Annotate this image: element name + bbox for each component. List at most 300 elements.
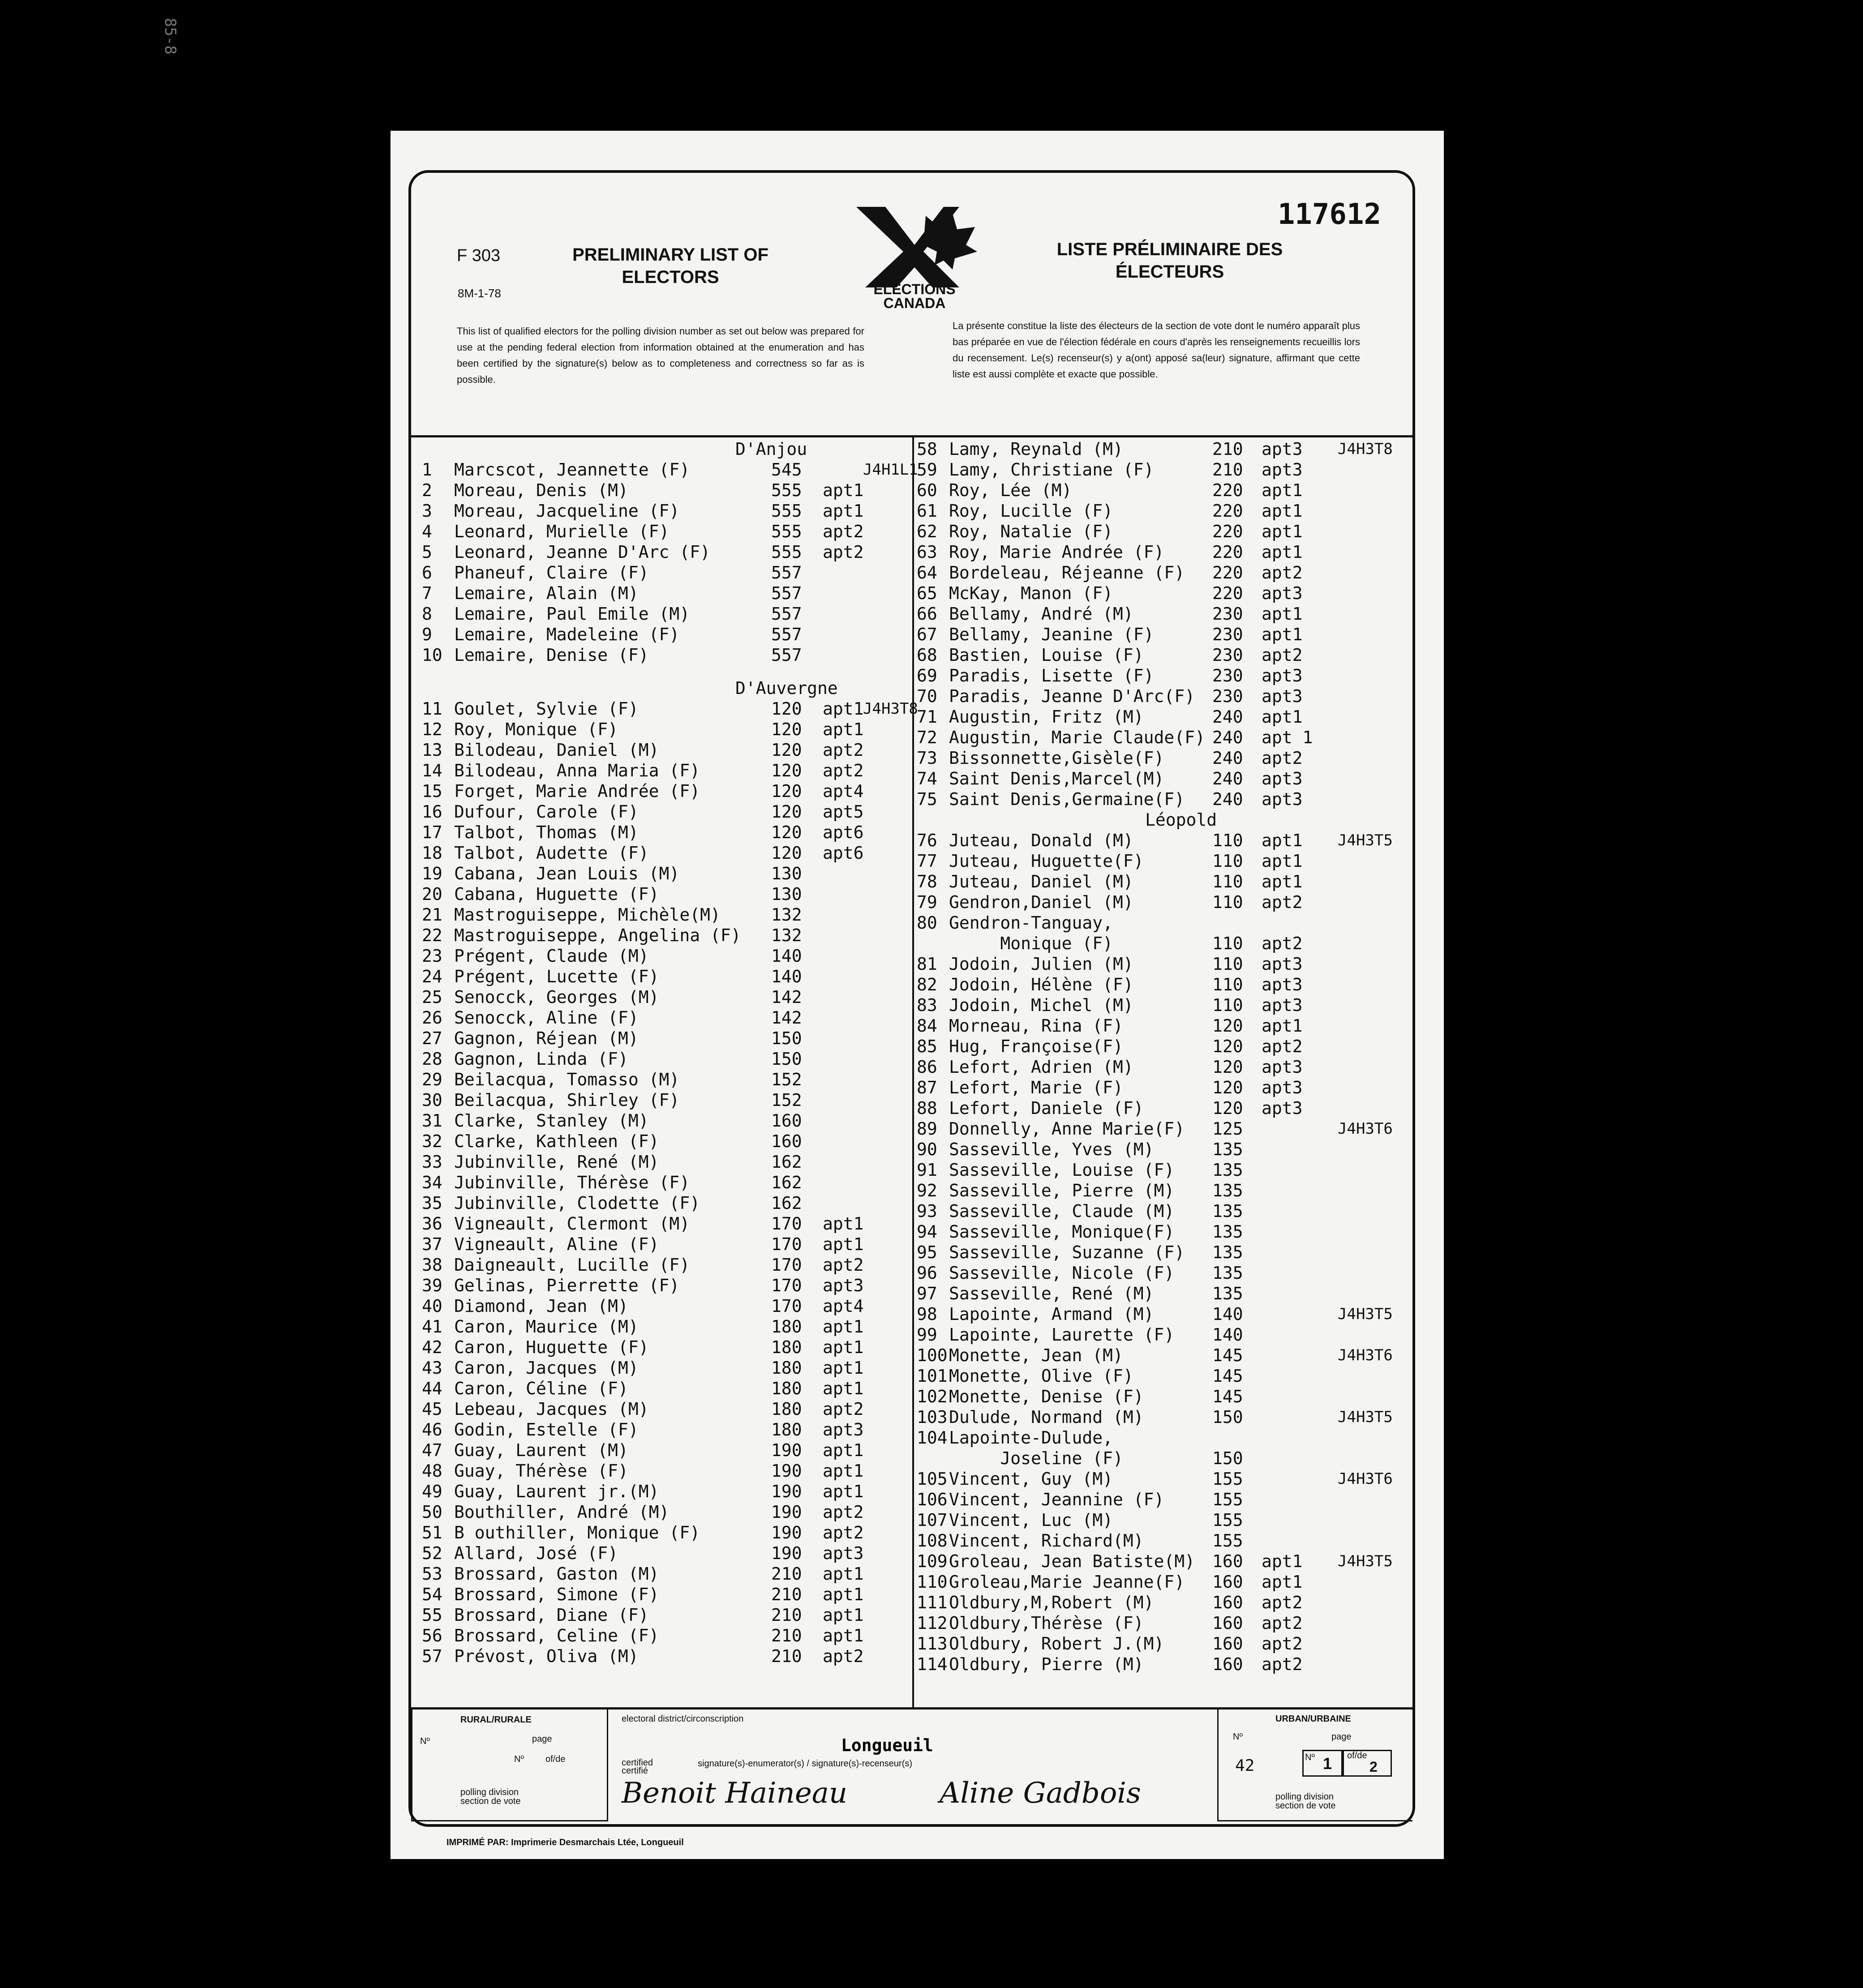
apartment: apt1 bbox=[823, 1317, 864, 1337]
elector-number: 45 bbox=[422, 1399, 442, 1419]
elector-row bbox=[917, 1654, 1409, 1675]
elector-row bbox=[917, 1263, 1409, 1283]
elector-number: 103 bbox=[917, 1407, 948, 1427]
elector-number: 70 bbox=[917, 686, 937, 706]
elector-name: Bellamy, André (M) bbox=[949, 604, 1133, 624]
elector-name: Marcscot, Jeannette (F) bbox=[454, 460, 690, 480]
elector-name: McKay, Manon (F) bbox=[949, 583, 1113, 603]
elector-row bbox=[917, 913, 1409, 933]
house-number: 135 bbox=[1212, 1160, 1243, 1180]
elector-number: 44 bbox=[422, 1379, 442, 1398]
title-english: PRELIMINARY LIST OF ELECTORS bbox=[572, 245, 768, 287]
apartment: apt1 bbox=[823, 480, 864, 500]
elector-name: Donnelly, Anne Marie(F) bbox=[949, 1119, 1185, 1139]
elector-row bbox=[422, 604, 910, 624]
logo-text-canada: CANADA bbox=[883, 295, 946, 310]
elector-row bbox=[422, 863, 910, 884]
house-number: 110 bbox=[1212, 934, 1243, 953]
house-number: 132 bbox=[771, 925, 802, 945]
house-number: 110 bbox=[1212, 892, 1243, 912]
elector-row bbox=[422, 1337, 910, 1358]
house-number: 210 bbox=[771, 1585, 802, 1604]
elector-number: 77 bbox=[917, 851, 937, 871]
urban-label: URBAN/URBAINE bbox=[1275, 1714, 1351, 1724]
elector-name: Morneau, Rina (F) bbox=[949, 1016, 1123, 1036]
elector-number: 39 bbox=[422, 1276, 442, 1295]
elector-row bbox=[422, 1481, 910, 1502]
elector-row bbox=[422, 1028, 910, 1049]
house-number: 210 bbox=[771, 1646, 802, 1666]
elector-row bbox=[422, 1255, 910, 1275]
house-number: 230 bbox=[1212, 645, 1243, 665]
serial-number: 117612 bbox=[1277, 198, 1381, 231]
elector-number: 40 bbox=[422, 1296, 442, 1316]
house-number: 160 bbox=[771, 1111, 802, 1131]
elector-name: Roy, Lée (M) bbox=[949, 480, 1072, 500]
house-number: 220 bbox=[1212, 583, 1243, 603]
elector-number: 54 bbox=[422, 1585, 442, 1604]
house-number: 555 bbox=[771, 480, 802, 500]
house-number: 155 bbox=[1212, 1531, 1243, 1551]
district-label: electoral district/circonscription bbox=[622, 1714, 744, 1724]
house-number: 190 bbox=[771, 1523, 802, 1542]
apartment: apt2 bbox=[823, 1502, 864, 1522]
house-number: 120 bbox=[771, 761, 802, 780]
elector-number: 105 bbox=[917, 1469, 948, 1489]
elector-number: 98 bbox=[917, 1304, 937, 1324]
house-number: 150 bbox=[771, 1028, 802, 1048]
elector-row bbox=[422, 1007, 910, 1028]
elector-row bbox=[917, 665, 1409, 686]
elector-number: 55 bbox=[422, 1605, 442, 1625]
electors-column-right bbox=[917, 439, 1409, 1675]
house-number: 220 bbox=[1212, 542, 1243, 562]
elector-number: 12 bbox=[422, 720, 442, 739]
electors-group bbox=[422, 698, 918, 1667]
house-number: 180 bbox=[771, 1337, 802, 1357]
elector-number: 37 bbox=[422, 1234, 442, 1254]
house-number: 145 bbox=[1212, 1387, 1243, 1406]
apartment: apt6 bbox=[823, 823, 864, 842]
elector-row bbox=[917, 748, 1409, 768]
elector-name: Brossard, Celine (F) bbox=[454, 1626, 659, 1645]
house-number: 110 bbox=[1212, 954, 1243, 974]
apartment: apt1 bbox=[823, 1379, 864, 1398]
house-number: 557 bbox=[771, 604, 802, 624]
elector-name: Guay, Laurent jr.(M) bbox=[454, 1482, 659, 1501]
house-number: 140 bbox=[1212, 1304, 1243, 1324]
elector-name: Caron, Maurice (M) bbox=[454, 1317, 639, 1337]
elector-row bbox=[917, 562, 1409, 583]
house-number: 135 bbox=[1212, 1222, 1243, 1242]
elector-name: Lapointe, Armand (M) bbox=[949, 1304, 1154, 1324]
elector-row bbox=[422, 946, 910, 966]
apartment: apt1 bbox=[823, 1461, 864, 1481]
house-number: 162 bbox=[771, 1193, 802, 1213]
elector-number: 87 bbox=[917, 1078, 937, 1097]
elector-number: 99 bbox=[917, 1325, 937, 1345]
elector-name: Lefort, Marie (F) bbox=[949, 1078, 1123, 1097]
elector-number: 110 bbox=[917, 1572, 948, 1592]
elector-number: 16 bbox=[422, 802, 442, 822]
elector-number: 25 bbox=[422, 987, 442, 1007]
electors-group bbox=[422, 459, 918, 665]
elector-name: Jodoin, Michel (M) bbox=[949, 995, 1133, 1015]
elector-row bbox=[917, 830, 1409, 851]
elector-number: 57 bbox=[422, 1646, 442, 1666]
certified-label: certified certifié bbox=[622, 1758, 653, 1776]
elector-row bbox=[917, 1592, 1409, 1613]
house-number: 120 bbox=[771, 802, 802, 822]
apartment: apt1 bbox=[823, 1585, 864, 1604]
elector-name: Leonard, Jeanne D'Arc (F) bbox=[454, 542, 710, 562]
house-number: 555 bbox=[771, 542, 802, 562]
elector-name: Bissonnette,Gisèle(F) bbox=[949, 748, 1164, 768]
apartment: apt2 bbox=[1262, 1634, 1303, 1654]
house-number: 220 bbox=[1212, 563, 1243, 583]
street-heading: D'Auvergne bbox=[735, 678, 838, 698]
elector-row bbox=[917, 995, 1409, 1015]
house-number: 190 bbox=[771, 1543, 802, 1563]
apartment: apt2 bbox=[1262, 892, 1303, 912]
elector-name: Lamy, Reynald (M) bbox=[949, 439, 1123, 459]
elector-row bbox=[917, 1572, 1409, 1592]
house-number: 220 bbox=[1212, 480, 1243, 500]
elector-name: Jubinville, René (M) bbox=[454, 1152, 659, 1172]
house-number: 120 bbox=[771, 740, 802, 760]
elector-row bbox=[422, 740, 910, 760]
elector-row bbox=[422, 480, 910, 501]
house-number: 142 bbox=[771, 987, 802, 1007]
elector-row bbox=[917, 1118, 1409, 1139]
postal-code: J4H3T8 bbox=[863, 700, 918, 718]
elector-name: B outhiller, Monique (F) bbox=[454, 1523, 700, 1542]
elector-name: Brossard, Simone (F) bbox=[454, 1585, 659, 1604]
house-number: 142 bbox=[771, 1008, 802, 1028]
elector-name: Juteau, Donald (M) bbox=[949, 831, 1133, 850]
house-number: 557 bbox=[771, 625, 802, 644]
elector-name: Roy, Marie Andrée (F) bbox=[949, 542, 1164, 562]
elector-name: Senocck, Georges (M) bbox=[454, 987, 659, 1007]
elector-number: 95 bbox=[917, 1242, 937, 1262]
elector-row bbox=[422, 904, 910, 925]
elector-row bbox=[422, 781, 910, 801]
elector-row bbox=[422, 1419, 910, 1440]
apartment: apt6 bbox=[823, 843, 864, 863]
elector-name: Oldbury,Thérèse (F) bbox=[949, 1613, 1144, 1633]
elector-row bbox=[917, 1077, 1409, 1098]
house-number: 110 bbox=[1212, 851, 1243, 871]
elector-number: 64 bbox=[917, 563, 937, 583]
elector-number: 97 bbox=[917, 1284, 937, 1303]
house-number: 120 bbox=[1212, 1057, 1243, 1077]
apartment: apt3 bbox=[1262, 995, 1303, 1015]
elector-number: 78 bbox=[917, 872, 937, 891]
elector-number: 24 bbox=[422, 967, 442, 986]
postal-code: J4H3T5 bbox=[1338, 1305, 1393, 1323]
elector-name: Hug, Françoise(F) bbox=[949, 1037, 1123, 1056]
house-number: 155 bbox=[1212, 1469, 1243, 1489]
elector-row bbox=[917, 583, 1409, 604]
apartment: apt1 bbox=[1262, 1016, 1303, 1036]
header-divider bbox=[411, 435, 1412, 437]
house-number: 170 bbox=[771, 1276, 802, 1295]
rural-label: RURAL/RURALE bbox=[460, 1715, 532, 1725]
house-number: 190 bbox=[771, 1461, 802, 1481]
elector-number: 113 bbox=[917, 1634, 948, 1654]
elector-name: Beilacqua, Shirley (F) bbox=[454, 1090, 680, 1110]
house-number: 160 bbox=[1212, 1613, 1243, 1633]
elector-name: Bastien, Louise (F) bbox=[949, 645, 1144, 665]
house-number: 160 bbox=[1212, 1572, 1243, 1592]
apartment: apt3 bbox=[1262, 666, 1303, 686]
elector-row bbox=[917, 1015, 1409, 1036]
elector-row bbox=[917, 521, 1409, 542]
apartment: apt2 bbox=[1262, 645, 1303, 665]
elector-name: Lemaire, Alain (M) bbox=[454, 583, 639, 603]
elector-row bbox=[917, 1098, 1409, 1118]
apartment: apt3 bbox=[1262, 1078, 1303, 1097]
elector-name: Guay, Thérèse (F) bbox=[454, 1461, 628, 1481]
house-number: 210 bbox=[771, 1626, 802, 1645]
elector-row bbox=[422, 1069, 910, 1090]
apartment: apt2 bbox=[823, 1399, 864, 1419]
elector-row bbox=[422, 1399, 910, 1419]
rural-of-label: of/de bbox=[545, 1754, 566, 1764]
elector-number: 89 bbox=[917, 1119, 937, 1139]
urban-of-value: 2 bbox=[1369, 1759, 1378, 1775]
house-number: 110 bbox=[1212, 995, 1243, 1015]
elector-row bbox=[917, 686, 1409, 707]
elector-number: 51 bbox=[422, 1523, 442, 1542]
apartment: apt 1 bbox=[1262, 728, 1313, 747]
apartment: apt1 bbox=[1262, 625, 1303, 644]
elector-row bbox=[917, 480, 1409, 501]
elector-name: Lefort, Daniele (F) bbox=[949, 1098, 1144, 1118]
elector-number: 82 bbox=[917, 975, 937, 994]
elector-number: 71 bbox=[917, 707, 937, 727]
elector-number: 48 bbox=[422, 1461, 442, 1481]
elector-name: Vigneault, Aline (F) bbox=[454, 1234, 659, 1254]
elector-row bbox=[917, 1139, 1409, 1160]
elector-name: Gagnon, Réjean (M) bbox=[454, 1028, 639, 1048]
elector-name: Talbot, Audette (F) bbox=[454, 843, 649, 863]
house-number: 150 bbox=[1212, 1407, 1243, 1427]
elector-number: 90 bbox=[917, 1140, 937, 1159]
elector-number: 62 bbox=[917, 522, 937, 541]
elector-row bbox=[917, 1448, 1409, 1469]
elector-name: Sasseville, Monique(F) bbox=[949, 1222, 1175, 1242]
elector-row bbox=[917, 933, 1409, 954]
elector-name: Bouthiller, André (M) bbox=[454, 1502, 670, 1522]
elector-number: 7 bbox=[422, 583, 432, 603]
elector-number: 86 bbox=[917, 1057, 937, 1077]
elector-name: Roy, Monique (F) bbox=[454, 720, 618, 739]
elector-row bbox=[422, 1296, 910, 1316]
elector-name: Mastroguiseppe, Michèle(M) bbox=[454, 905, 721, 925]
elector-number: 47 bbox=[422, 1440, 442, 1460]
elector-name: Lemaire, Madeleine (F) bbox=[454, 625, 680, 644]
street-heading: D'Anjou bbox=[735, 439, 807, 459]
apartment: apt1 bbox=[823, 1482, 864, 1501]
postal-code: J4H3T6 bbox=[1338, 1346, 1393, 1364]
apartment: apt2 bbox=[1262, 934, 1303, 953]
elector-name: Clarke, Kathleen (F) bbox=[454, 1131, 659, 1151]
house-number: 210 bbox=[771, 1605, 802, 1625]
elector-number: 42 bbox=[422, 1337, 442, 1357]
elector-row bbox=[422, 1646, 910, 1667]
elector-row bbox=[422, 719, 910, 740]
apartment: apt1 bbox=[1262, 872, 1303, 891]
apartment: apt5 bbox=[823, 802, 864, 822]
elector-row bbox=[422, 521, 910, 542]
house-number: 240 bbox=[1212, 748, 1243, 768]
apartment: apt1 bbox=[1262, 501, 1303, 521]
elector-name: Sasseville, Louise (F) bbox=[949, 1160, 1175, 1180]
elector-name: Lapointe, Laurette (F) bbox=[949, 1325, 1175, 1345]
house-number: 555 bbox=[771, 522, 802, 541]
electors-list-form bbox=[391, 131, 1444, 1859]
elector-row bbox=[422, 1440, 910, 1461]
elector-row bbox=[422, 501, 910, 521]
house-number: 220 bbox=[1212, 522, 1243, 541]
elector-row bbox=[917, 789, 1409, 810]
house-number: 220 bbox=[1212, 501, 1243, 521]
elector-name: Juteau, Huguette(F) bbox=[949, 851, 1144, 871]
house-number: 125 bbox=[1212, 1119, 1243, 1139]
elector-row bbox=[422, 1172, 910, 1193]
elector-number: 85 bbox=[917, 1037, 937, 1056]
elector-name: Lemaire, Denise (F) bbox=[454, 645, 649, 665]
elector-number: 101 bbox=[917, 1366, 948, 1386]
elector-number: 66 bbox=[917, 604, 937, 624]
apartment: apt1 bbox=[1262, 831, 1303, 850]
elector-row bbox=[917, 1283, 1409, 1304]
elector-row bbox=[422, 1378, 910, 1399]
elector-row bbox=[422, 1049, 910, 1069]
house-number: 180 bbox=[771, 1317, 802, 1337]
elector-name: Gelinas, Pierrette (F) bbox=[454, 1276, 680, 1295]
apartment: apt3 bbox=[1262, 769, 1303, 788]
elector-number: 92 bbox=[917, 1181, 937, 1200]
apartment: apt2 bbox=[1262, 1593, 1303, 1612]
elector-name: Brossard, Diane (F) bbox=[454, 1605, 649, 1625]
apartment: apt1 bbox=[823, 1234, 864, 1254]
apartment: apt1 bbox=[823, 1440, 864, 1460]
apartment: apt3 bbox=[823, 1420, 864, 1440]
elector-name: Sasseville, René (M) bbox=[949, 1284, 1154, 1303]
elector-row bbox=[422, 1110, 910, 1131]
elector-number: 27 bbox=[422, 1028, 442, 1048]
elector-row bbox=[917, 892, 1409, 913]
elector-row bbox=[917, 1201, 1409, 1221]
elector-number: 72 bbox=[917, 728, 937, 747]
elector-number: 31 bbox=[422, 1111, 442, 1131]
rural-no-label: Nº bbox=[420, 1736, 430, 1746]
elector-number: 108 bbox=[917, 1531, 948, 1551]
elector-row bbox=[422, 843, 910, 863]
form-code: 8M-1-78 bbox=[458, 287, 501, 300]
elector-number: 35 bbox=[422, 1193, 442, 1213]
house-number: 170 bbox=[771, 1255, 802, 1275]
elector-number: 5 bbox=[422, 542, 432, 562]
elector-name: Mastroguiseppe, Angelina (F) bbox=[454, 925, 741, 945]
house-number: 160 bbox=[1212, 1593, 1243, 1612]
house-number: 230 bbox=[1212, 686, 1243, 706]
elector-name: Bellamy, Jeanine (F) bbox=[949, 625, 1154, 644]
elector-name: Bilodeau, Anna Maria (F) bbox=[454, 761, 700, 780]
apartment: apt3 bbox=[1262, 439, 1303, 459]
house-number: 150 bbox=[771, 1049, 802, 1069]
elector-name: Oldbury, Robert J.(M) bbox=[949, 1634, 1164, 1654]
elector-number: 3 bbox=[422, 501, 432, 521]
elector-number: 9 bbox=[422, 625, 432, 644]
form-footer bbox=[411, 1707, 1412, 1821]
postal-code: J4H3T6 bbox=[1338, 1470, 1393, 1488]
urban-of-label: of/de bbox=[1347, 1751, 1367, 1761]
film-frame-mark: 85-8 bbox=[161, 18, 179, 55]
house-number: 240 bbox=[1212, 789, 1243, 809]
apartment: apt1 bbox=[1262, 522, 1303, 541]
elector-name: Lebeau, Jacques (M) bbox=[454, 1399, 649, 1419]
elector-name: Leonard, Murielle (F) bbox=[454, 522, 670, 541]
house-number: 162 bbox=[771, 1152, 802, 1172]
elector-name: Dulude, Normand (M) bbox=[949, 1407, 1144, 1427]
apartment: apt2 bbox=[823, 740, 864, 760]
house-number: 170 bbox=[771, 1234, 802, 1254]
house-number: 110 bbox=[1212, 831, 1243, 850]
elector-row bbox=[917, 1489, 1409, 1510]
house-number: 557 bbox=[771, 563, 802, 583]
house-number: 162 bbox=[771, 1173, 802, 1192]
elector-number: 50 bbox=[422, 1502, 442, 1522]
elector-row bbox=[917, 1469, 1409, 1489]
rural-polling-label: polling division section de vote bbox=[460, 1787, 521, 1806]
elector-row bbox=[917, 707, 1409, 727]
elector-row bbox=[917, 1530, 1409, 1551]
rural-page-label: page bbox=[532, 1734, 552, 1744]
apartment: apt1 bbox=[1262, 542, 1303, 562]
house-number: 120 bbox=[771, 720, 802, 739]
elector-name: Juteau, Daniel (M) bbox=[949, 872, 1133, 891]
house-number: 180 bbox=[771, 1399, 802, 1419]
elector-name: Monette, Denise (F) bbox=[949, 1387, 1144, 1406]
house-number: 145 bbox=[1212, 1366, 1243, 1386]
elector-number: 67 bbox=[917, 625, 937, 644]
elector-row bbox=[917, 1180, 1409, 1201]
elector-name: Senocck, Aline (F) bbox=[454, 1008, 639, 1028]
house-number: 120 bbox=[771, 843, 802, 863]
house-number: 230 bbox=[1212, 604, 1243, 624]
elector-row bbox=[422, 1131, 910, 1152]
elector-number: 104 bbox=[917, 1428, 948, 1448]
elector-name: Monique (F) bbox=[949, 934, 1113, 953]
elector-number: 43 bbox=[422, 1358, 442, 1378]
elector-name: Allard, José (F) bbox=[454, 1543, 618, 1563]
elector-number: 94 bbox=[917, 1222, 937, 1242]
elector-number: 8 bbox=[422, 604, 432, 624]
elector-number: 65 bbox=[917, 583, 937, 603]
elector-number: 68 bbox=[917, 645, 937, 665]
elector-row bbox=[917, 1551, 1409, 1572]
elector-number: 81 bbox=[917, 954, 937, 974]
house-number: 230 bbox=[1212, 625, 1243, 644]
house-number: 240 bbox=[1212, 707, 1243, 727]
elector-name: Paradis, Lisette (F) bbox=[949, 666, 1154, 686]
elector-name: Forget, Marie Andrée (F) bbox=[454, 781, 700, 801]
house-number: 557 bbox=[771, 645, 802, 665]
title-french: LISTE PRÉLIMINAIRE DES ÉLECTEURS bbox=[1056, 240, 1283, 282]
